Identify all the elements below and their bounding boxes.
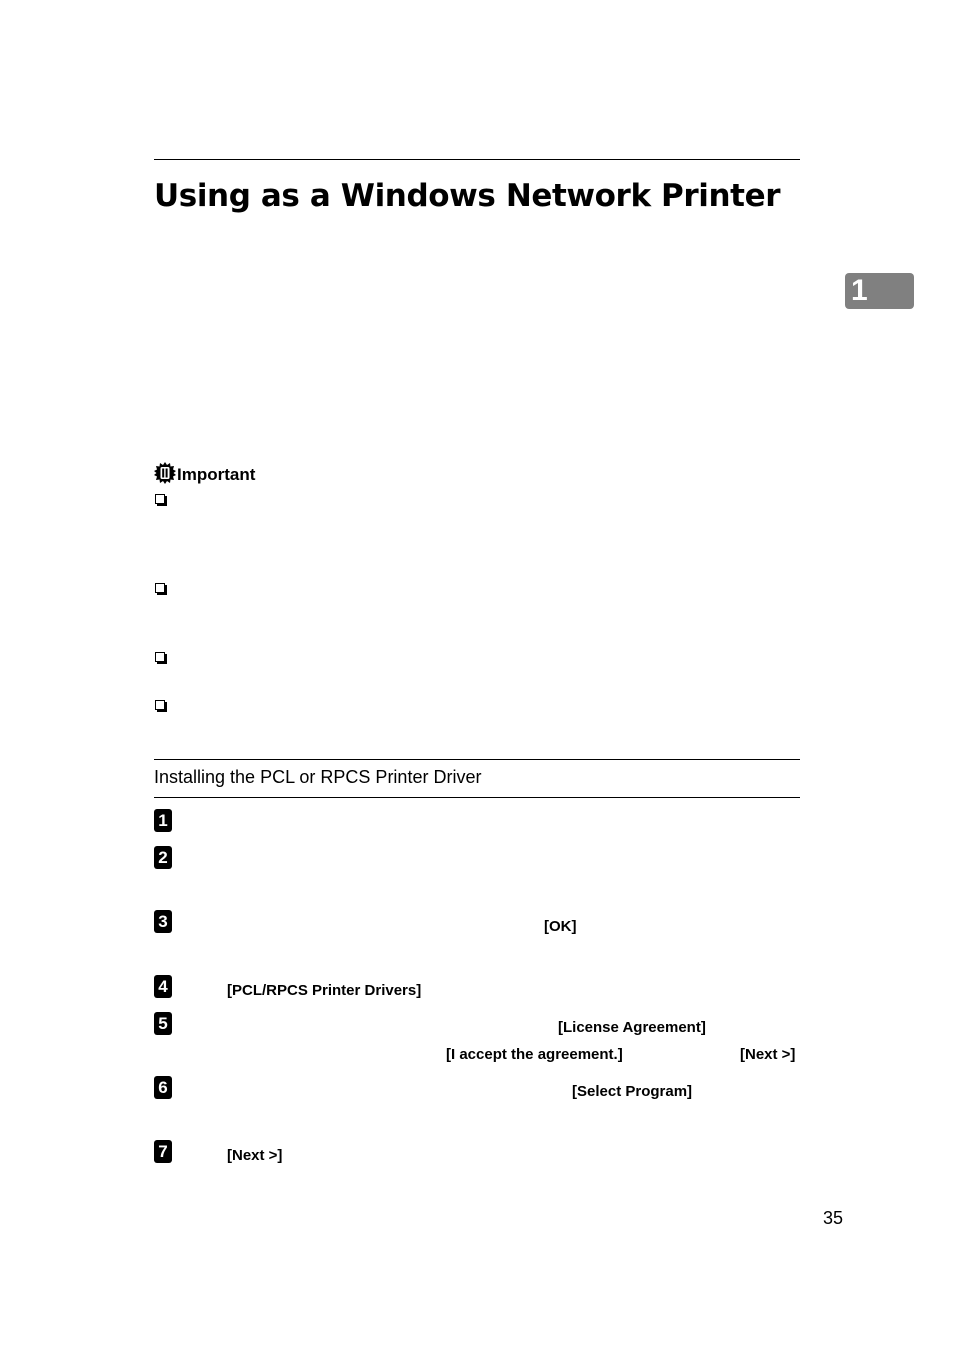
- step-2-icon: 2: [154, 846, 172, 869]
- step-6-icon: 6: [154, 1076, 172, 1099]
- important-item-2-checkbox-icon: [155, 583, 165, 593]
- important-heading: [154, 464, 255, 486]
- page-title: Using as a Windows Network Printer: [154, 178, 781, 214]
- step-4-icon: 4: [154, 975, 172, 998]
- step-4-pcl-rpcs-drivers-label: [PCL/RPCS Printer Drivers]: [227, 982, 422, 999]
- section-bottom-rule: [154, 797, 800, 798]
- step-5-accept-agreement-label: [I accept the agreement.]: [446, 1046, 623, 1063]
- section-heading: Installing the PCL or RPCS Printer Driver: [154, 767, 482, 787]
- step-6-select-program-label: [Select Program]: [572, 1083, 693, 1100]
- page-number: 35: [823, 1208, 844, 1228]
- top-rule: [154, 159, 800, 160]
- step-5-next-label: [Next >]: [740, 1046, 796, 1063]
- step-7-icon: 7: [154, 1140, 172, 1163]
- chapter-tab: [845, 273, 914, 309]
- section-top-rule: [154, 759, 800, 760]
- step-5-icon: 5: [154, 1012, 172, 1035]
- important-item-4-checkbox-icon: [155, 700, 165, 710]
- important-item-1-checkbox-icon: [155, 494, 165, 504]
- step-5-license-agreement-label: [License Agreement]: [558, 1019, 706, 1036]
- step-3-icon: 3: [154, 910, 172, 933]
- step-3-ok-label: [OK]: [544, 918, 577, 935]
- chapter-tab-number: 1: [851, 274, 868, 307]
- step-7-next-label: [Next >]: [227, 1147, 283, 1164]
- important-gear-icon: [154, 462, 176, 489]
- important-item-3-checkbox-icon: [155, 652, 165, 662]
- important-label: Important: [177, 465, 256, 484]
- step-1-icon: 1: [154, 809, 172, 832]
